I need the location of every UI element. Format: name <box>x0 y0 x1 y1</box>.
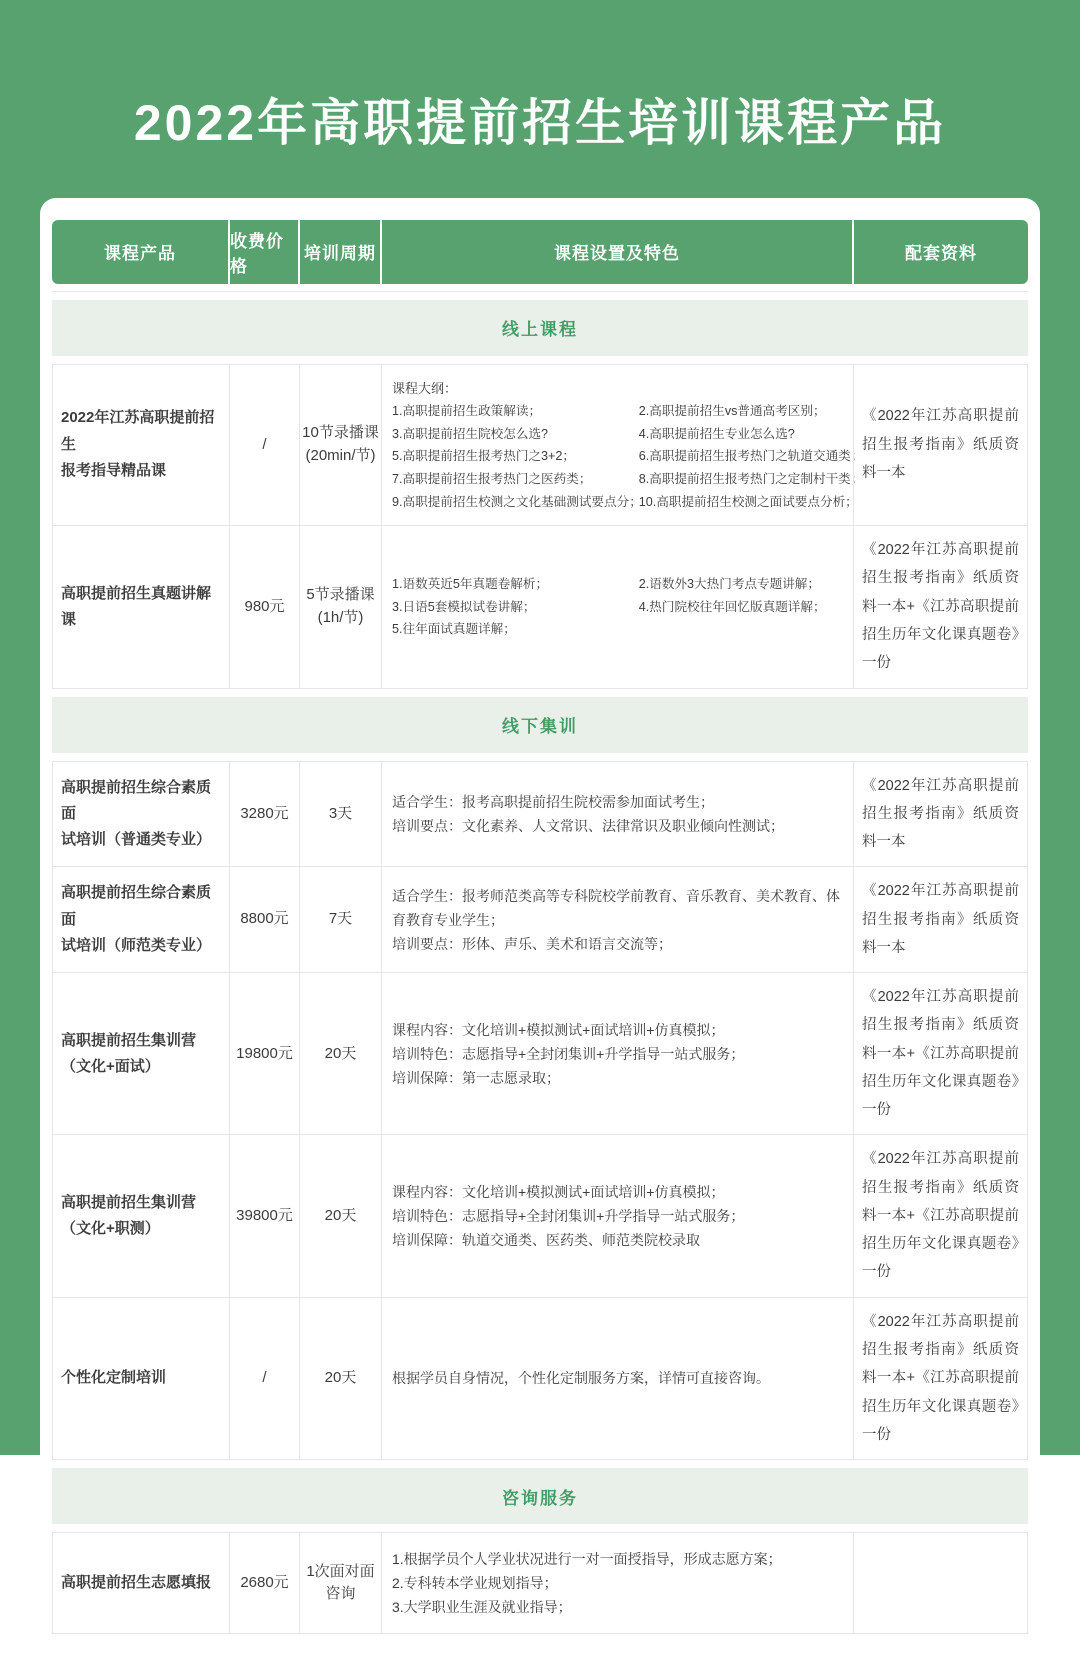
table-row <box>52 526 1028 688</box>
period-line: 1次面对面 <box>306 1561 374 1584</box>
table-row <box>52 1298 1028 1460</box>
period-line: (1h/节) <box>318 607 364 630</box>
price-value: 3280元 <box>240 803 288 826</box>
outline-heading: 课程大纲： <box>392 377 849 400</box>
outline-item: 5.往年面试真题详解； <box>392 618 639 641</box>
product-name-cell <box>53 1533 229 1633</box>
feature-line: 1.根据学员个人学业状况进行一对一面授指导，形成志愿方案； <box>392 1547 849 1571</box>
period-cell <box>299 1533 381 1633</box>
period-cell <box>299 867 381 972</box>
product-name-line: 高职提前招生集训营 <box>61 1190 225 1216</box>
table-row <box>52 867 1028 973</box>
feature-line: 根据学员自身情况，个性化定制服务方案，详情可直接咨询。 <box>392 1366 849 1390</box>
price-value: / <box>262 434 266 457</box>
price-cell <box>229 762 299 867</box>
product-name-line: 2022年江苏高职提前招生 <box>61 405 225 458</box>
outline-item: 3.高职提前招生院校怎么选? <box>392 423 639 446</box>
product-name-line: 报考指导精品课 <box>61 458 225 484</box>
features-cell <box>381 526 853 687</box>
outline-item: 3.日语5套模拟试卷讲解； <box>392 596 639 619</box>
outline-right-column <box>639 573 849 641</box>
outline-item: 5.高职提前招生报考热门之3+2； <box>392 445 639 468</box>
materials-text: 《2022年江苏高职提前招生报考指南》纸质资料一本+《江苏高职提前招生历年文化课真题卷》一份 <box>862 1145 1019 1286</box>
period-line: 7天 <box>329 908 352 931</box>
header-cell-period: 培训周期 <box>298 220 380 284</box>
outline-item: 9.高职提前招生校测之文化基础测试要点分； <box>392 491 639 514</box>
outline-left-column <box>392 573 639 641</box>
table-row <box>52 1532 1028 1634</box>
outline-item: 2.高职提前招生vs普通高考区别； <box>639 400 849 423</box>
table-header <box>52 220 1028 284</box>
outline-item: 7.高职提前招生报考热门之医药类； <box>392 468 639 491</box>
features-cell <box>381 973 853 1134</box>
product-name-cell <box>53 1135 229 1296</box>
outline-item: 1.高职提前招生政策解读； <box>392 400 639 423</box>
price-cell <box>229 526 299 687</box>
price-cell <box>229 1298 299 1459</box>
period-line: 20天 <box>325 1205 357 1228</box>
materials-text: 《2022年江苏高职提前招生报考指南》纸质资料一本 <box>862 402 1019 487</box>
table-row <box>52 1135 1028 1297</box>
table-row <box>52 973 1028 1135</box>
outline-item: 6.高职提前招生报考热门之轨道交通类； <box>639 445 849 468</box>
product-name-cell <box>53 365 229 526</box>
materials-cell <box>853 365 1027 526</box>
section-consulting: 咨询服务 <box>52 1468 1028 1524</box>
period-line: 20天 <box>325 1367 357 1390</box>
product-name-cell <box>53 526 229 687</box>
price-cell <box>229 1533 299 1633</box>
period-cell <box>299 1298 381 1459</box>
period-line: 3天 <box>329 803 352 826</box>
feature-line: 培训保障：第一志愿录取； <box>392 1066 849 1090</box>
outline-item: 2.语数外3大热门考点专题讲解； <box>639 573 849 596</box>
period-line: 5节录播课 <box>306 584 374 607</box>
section-online-courses: 线上课程 <box>52 300 1028 356</box>
features-cell <box>381 762 853 867</box>
materials-cell <box>853 867 1027 972</box>
outline-item: 10.高职提前招生校测之面试要点分析； <box>639 491 849 514</box>
product-name-cell <box>53 1298 229 1459</box>
product-name-line: （文化+面试） <box>61 1054 225 1080</box>
product-name-line: 高职提前招生志愿填报 <box>61 1570 225 1596</box>
period-line: 10节录播课 <box>302 422 379 445</box>
period-cell <box>299 1135 381 1296</box>
period-cell <box>299 526 381 687</box>
period-cell <box>299 973 381 1134</box>
table-row <box>52 761 1028 868</box>
feature-line: 适合学生：报考师范类高等专科院校学前教育、音乐教育、美术教育、体育教育专业学生； <box>392 884 849 932</box>
product-name-cell <box>53 867 229 972</box>
outline-right-column <box>639 400 849 513</box>
feature-line: 课程内容：文化培训+模拟测试+面试培训+仿真模拟； <box>392 1180 849 1204</box>
product-name-line: 高职提前招生集训营 <box>61 1028 225 1054</box>
period-cell <box>299 365 381 526</box>
price-value: 39800元 <box>236 1205 293 1228</box>
product-name-line: （文化+职测） <box>61 1216 225 1242</box>
feature-line: 适合学生：报考高职提前招生院校需参加面试考生； <box>392 790 849 814</box>
materials-text: 《2022年江苏高职提前招生报考指南》纸质资料一本 <box>862 877 1019 962</box>
price-cell <box>229 867 299 972</box>
period-line: (20min/节) <box>305 445 375 468</box>
price-value: 8800元 <box>240 908 288 931</box>
price-value: 19800元 <box>236 1043 293 1066</box>
outline-item: 1.语数英近5年真题卷解析； <box>392 573 639 596</box>
features-cell <box>381 1135 853 1296</box>
section-offline-training: 线下集训 <box>52 697 1028 753</box>
feature-line: 培训要点：文化素养、人文常识、法律常识及职业倾向性测试； <box>392 814 849 838</box>
period-line: 20天 <box>325 1043 357 1066</box>
materials-text: 《2022年江苏高职提前招生报考指南》纸质资料一本+《江苏高职提前招生历年文化课真题卷》一份 <box>862 983 1019 1124</box>
header-cell-materials: 配套资料 <box>852 220 1028 284</box>
header-cell-product: 课程产品 <box>52 220 228 284</box>
outline-item: 8.高职提前招生报考热门之定制村干类； <box>639 468 849 491</box>
features-cell <box>381 365 853 526</box>
product-name-cell <box>53 762 229 867</box>
feature-line: 课程内容：文化培训+模拟测试+面试培训+仿真模拟； <box>392 1018 849 1042</box>
materials-cell <box>853 1298 1027 1459</box>
feature-line: 培训要点：形体、声乐、美术和语言交流等； <box>392 932 849 956</box>
features-cell <box>381 1533 853 1633</box>
product-name-line: 试培训（师范类专业） <box>61 933 225 959</box>
price-cell <box>229 365 299 526</box>
table-body <box>52 291 1028 1635</box>
feature-line: 培训特色：志愿指导+全封闭集训+升学指导一站式服务； <box>392 1204 849 1228</box>
outline-grid <box>392 573 849 641</box>
product-name-line: 试培训（普通类专业） <box>61 827 225 853</box>
product-name-line: 个性化定制培训 <box>61 1365 225 1391</box>
materials-cell <box>853 973 1027 1134</box>
product-name-line: 高职提前招生综合素质面 <box>61 880 225 933</box>
feature-line: 培训特色：志愿指导+全封闭集训+升学指导一站式服务； <box>392 1042 849 1066</box>
materials-cell <box>853 1135 1027 1296</box>
feature-line: 2.专科转本学业规划指导； <box>392 1571 849 1595</box>
product-name-line: 高职提前招生综合素质面 <box>61 775 225 828</box>
materials-text: 《2022年江苏高职提前招生报考指南》纸质资料一本 <box>862 772 1019 857</box>
outline-grid <box>392 400 849 513</box>
header-cell-price: 收费价格 <box>228 220 298 284</box>
outline-item: 4.热门院校往年回忆版真题详解； <box>639 596 849 619</box>
materials-cell <box>853 762 1027 867</box>
feature-line: 培训保障：轨道交通类、医药类、师范类院校录取 <box>392 1228 849 1252</box>
price-value: 980元 <box>244 596 284 619</box>
features-cell <box>381 867 853 972</box>
price-cell <box>229 973 299 1134</box>
product-name-cell <box>53 973 229 1134</box>
price-cell <box>229 1135 299 1296</box>
header-cell-features: 课程设置及特色 <box>380 220 852 284</box>
page-title: 2022年高职提前招生培训课程产品 <box>0 0 1080 153</box>
outline-item: 4.高职提前招生专业怎么选? <box>639 423 849 446</box>
outline-left-column <box>392 400 639 513</box>
course-table-card <box>40 198 1040 1664</box>
product-name-line: 高职提前招生真题讲解课 <box>61 581 225 634</box>
materials-cell <box>853 1533 1027 1633</box>
price-value: 2680元 <box>240 1572 288 1595</box>
materials-text: 《2022年江苏高职提前招生报考指南》纸质资料一本+《江苏高职提前招生历年文化课真题卷》一份 <box>862 536 1019 677</box>
price-value: / <box>262 1367 266 1390</box>
table-row <box>52 364 1028 527</box>
feature-line: 3.大学职业生涯及就业指导； <box>392 1595 849 1619</box>
period-cell <box>299 762 381 867</box>
materials-text: 《2022年江苏高职提前招生报考指南》纸质资料一本+《江苏高职提前招生历年文化课真题卷》一份 <box>862 1308 1019 1449</box>
period-line: 咨询 <box>325 1583 355 1606</box>
materials-cell <box>853 526 1027 687</box>
features-cell <box>381 1298 853 1459</box>
